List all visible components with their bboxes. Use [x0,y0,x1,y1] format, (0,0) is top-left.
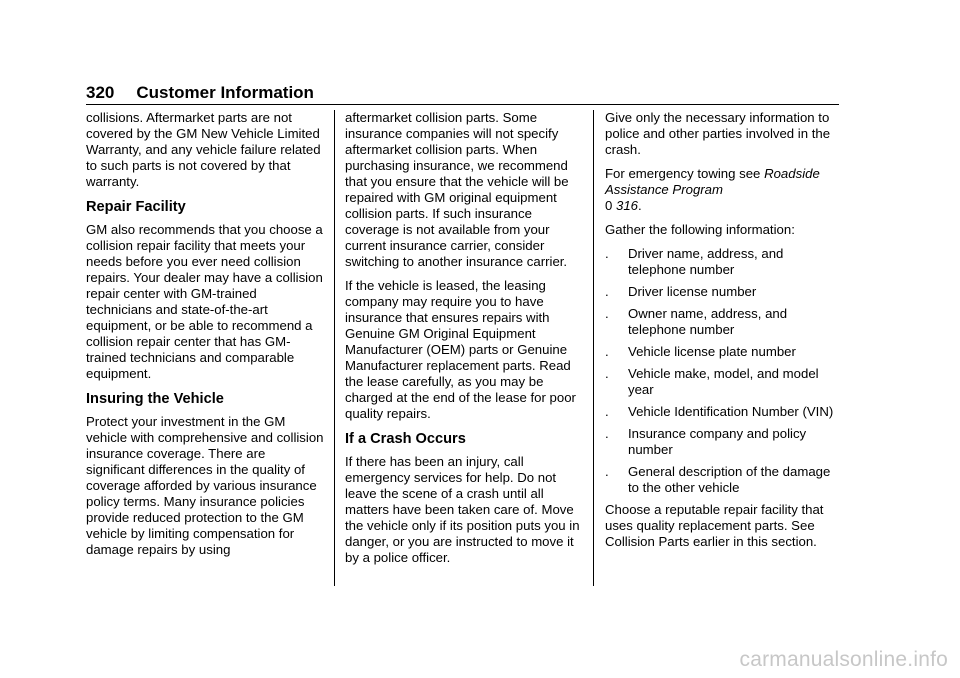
page-header [86,82,314,104]
column-divider-2 [593,110,594,586]
list-item [605,426,843,458]
list-item [605,284,843,300]
paragraph: collisions. Aftermarket parts are not covered by the GM New Vehicle Limited Warranty, and any vehicle failure related to such parts is not covered by that warranty. [86,110,321,189]
column-2 [345,110,583,574]
collision-parts-link[interactable]: Collision Parts [605,534,690,549]
bullet-icon: . [605,464,609,479]
list-item-text: Driver name, address, and telephone number [628,246,784,277]
page-ref-arrow-icon: 0 [605,198,613,213]
bullet-icon: . [605,306,609,321]
bullet-icon: . [605,404,609,419]
list-item-text: Owner name, address, and telephone number [628,306,788,337]
section-title: Customer Information [136,83,314,102]
paragraph-choose [605,502,843,550]
list-item-text: Driver license number [628,284,757,299]
bullet-icon: . [605,366,609,381]
towing-text: For emergency towing see [605,166,761,181]
watermark: carmanualsonline.info [739,648,948,671]
list-item-text: Vehicle Identification Number (VIN) [628,404,834,419]
list-item [605,366,843,398]
bullet-icon: . [605,246,609,261]
header-rule [86,104,839,105]
paragraph: Give only the necessary information to police and other parties involved in the crash. [605,110,831,157]
column-3 [605,110,843,558]
list-item-text: Vehicle make, model, and model year [628,366,819,397]
list-item-text: Insurance company and policy number [628,426,807,457]
bullet-icon: . [605,344,609,359]
list-item [605,246,843,278]
paragraph: GM also recommends that you choose a collision repair facility that meets your needs before you ever need collision repairs. Your dealer may have a collision repair center with GM-trained technicians and state-of-the-art equipment, or be able to recommend a collision repair center that has GM-trained technicians and comparable equipment. [86,222,323,381]
column-divider-1 [334,110,335,586]
paragraph: Protect your investment in the GM vehicle with comprehensive and collision insurance coverage. There are significant differences in the quality of coverage afforded by various insurance policy terms. Many insurance policies provide reduced protection to the GM vehicle by limiting compensation for damage repairs by using [86,414,324,557]
info-list [605,246,843,496]
heading-if-crash-occurs: If a Crash Occurs [345,431,466,447]
heading-repair-facility: Repair Facility [86,199,186,215]
list-item [605,344,843,360]
page-number: 320 [86,83,115,102]
list-item [605,464,843,496]
paragraph: Gather the following information: [605,222,795,237]
list-item [605,306,843,338]
bullet-icon: . [605,284,609,299]
list-item-text: General description of the damage to the other vehicle [628,464,831,495]
choose-text-end: earlier in this section. [692,534,817,549]
paragraph: aftermarket collision parts. Some insurance companies will not specify aftermarket collision parts. When purchasing insurance, we recommend that you ensure that the vehicle will be repaired with GM original equipment collision parts. If such insurance coverage is not available from your current insurance carrier, consider switching to another insurance carrier. [345,110,569,269]
sentence-end: . [638,198,642,213]
bullet-icon: . [605,426,609,441]
paragraph-towing [605,166,843,214]
page-ref-number[interactable]: 316 [616,198,639,213]
paragraph: If there has been an injury, call emergency services for help. Do not leave the scene of a crash until all matters have been taken care of. Move the vehicle only if its position puts you in danger, or you are instructed to move it by a police officer. [345,454,580,565]
list-item [605,404,843,420]
choose-text: Choose a reputable repair facility that uses quality replacement parts. See [605,502,824,533]
column-1 [86,110,324,566]
heading-insuring-vehicle: Insuring the Vehicle [86,391,224,407]
list-item-text: Vehicle license plate number [628,344,796,359]
paragraph: If the vehicle is leased, the leasing company may require you to have insurance that ensures repairs with Genuine GM Original Equipment Manufacturer (OEM) parts or Genuine Manufacturer replacement parts. Read the lease carefully, as you may be charged at the end of the lease for poor quality repairs. [345,278,576,421]
roadside-assistance-link[interactable]: Roadside Assistance Program [605,166,820,197]
